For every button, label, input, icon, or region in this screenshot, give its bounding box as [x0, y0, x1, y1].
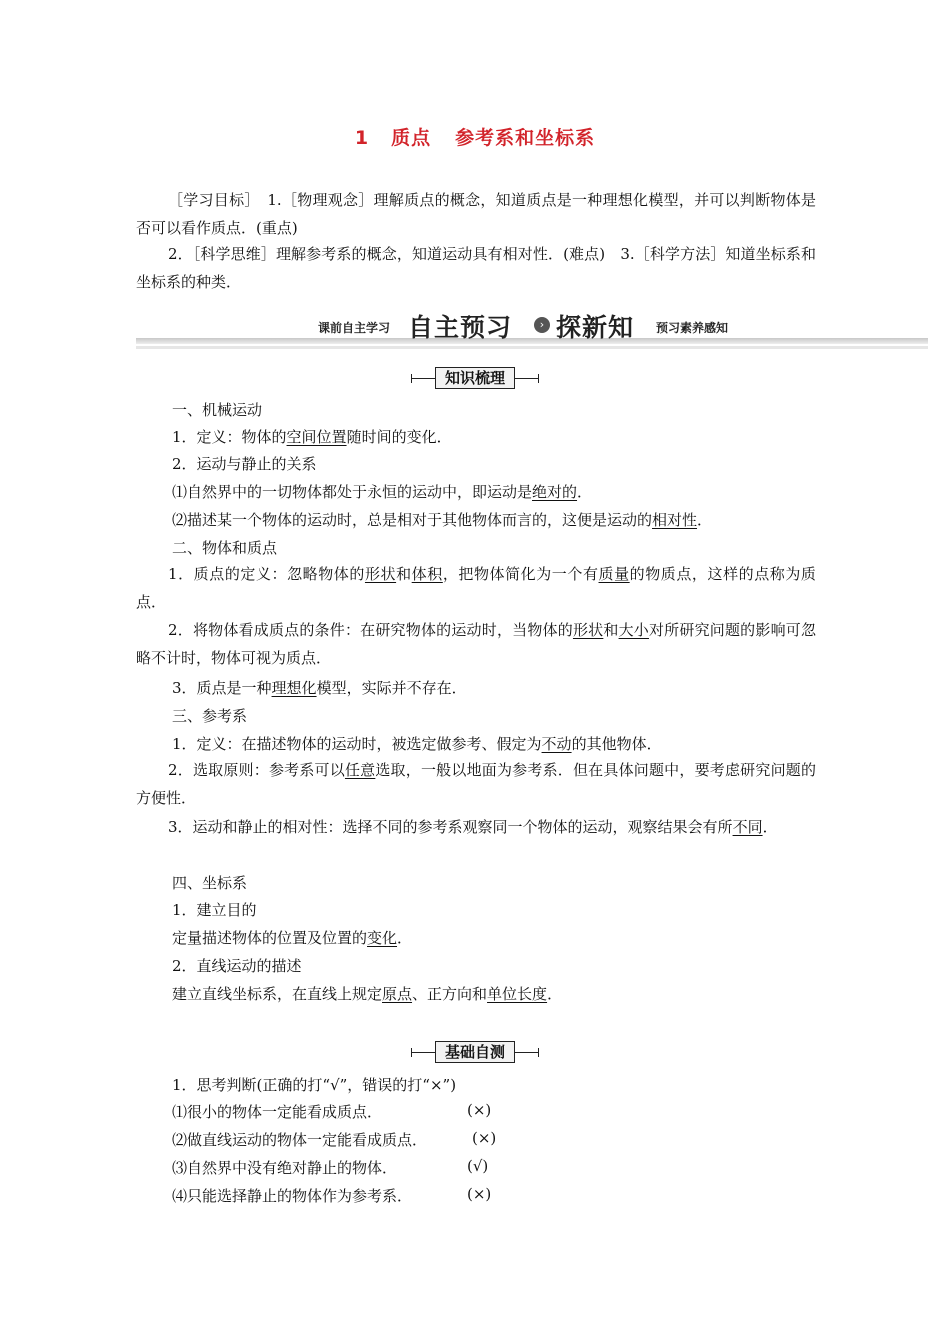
paragraph-particle-definition: 1．质点的定义：忽略物体的形状和体积，把物体简化为一个有质量的物质点，这样的点称为质点． — [136, 565, 816, 611]
paragraph-relativity: 3．运动和静止的相对性：选择不同的参考系观察同一个物体的运动，观察结果会有所不同． — [168, 818, 778, 836]
banner-right-text: 预习素养感知 — [656, 321, 729, 335]
list-item: ⑵做直线运动的物体一定能看成质点． — [172, 1131, 428, 1149]
text-line: 2．直线运动的描述 — [172, 957, 302, 975]
section-banner — [136, 308, 928, 348]
title-part2: 参考系和坐标系 — [455, 127, 596, 149]
title-part1: 质点 — [391, 127, 432, 149]
list-item: ⑴很小的物体一定能看成质点． — [172, 1103, 383, 1121]
answer-mark: (√) — [467, 1157, 489, 1175]
paragraph-selection-principle: 2．选取原则：参考系可以任意选取，一般以地面为参考系．但在具体问题中，要考虑研究问题的方便性． — [136, 761, 816, 807]
objectives-paragraph-1: ［学习目标］ 1.［物理观念］理解质点的概念，知道质点是一种理想化模型，并可以判断物体是否可以看作质点．(重点) — [136, 191, 816, 237]
heading-coordinate-system: 四、坐标系 — [172, 874, 248, 892]
text-line: 1．建立目的 — [172, 901, 257, 919]
answer-mark: (×) — [472, 1129, 497, 1147]
answer-mark: (×) — [467, 1185, 492, 1203]
answer-mark: (×) — [467, 1101, 492, 1119]
list-item: ⑶自然界中没有绝对静止的物体． — [172, 1159, 398, 1177]
page-title — [0, 123, 950, 150]
text-line: 定量描述物体的位置及位置的变化． — [172, 929, 413, 947]
arrow-icon: › — [534, 317, 550, 333]
banner-heading-2: 探新知 — [556, 313, 635, 342]
text-line: ⑴自然界中的一切物体都处于永恒的运动中，即运动是绝对的． — [172, 483, 593, 501]
text-line: 1．定义：在描述物体的运动时，被选定做参考、假定为不动的其他物体． — [172, 735, 662, 753]
question-prompt: 1．思考判断(正确的打“√”，错误的打“×”) — [172, 1076, 457, 1094]
text-line: 2．运动与静止的关系 — [172, 455, 317, 473]
banner-heading-1: 自主预习 — [408, 313, 513, 342]
banner-left-text: 课前自主学习 — [318, 321, 391, 335]
title-number: 1 — [354, 127, 370, 149]
text-line: 3．质点是一种理想化模型，实际并不存在． — [172, 679, 467, 697]
heading-reference-frame: 三、参考系 — [172, 707, 248, 725]
heading-mechanical-motion: 一、机械运动 — [172, 401, 263, 419]
list-item: ⑷只能选择静止的物体作为参考系． — [172, 1187, 413, 1205]
text-line: 1．定义：物体的空间位置随时间的变化． — [172, 428, 452, 446]
section-label-knowledge: 知识梳理 — [411, 367, 539, 389]
text-line: ⑵描述某一个物体的运动时，总是相对于其他物体而言的，这便是运动的相对性． — [172, 511, 713, 529]
text-line: 建立直线坐标系，在直线上规定原点、正方向和单位长度． — [172, 985, 563, 1003]
section-label-self-test: 基础自测 — [411, 1041, 539, 1063]
paragraph-particle-condition: 2．将物体看成质点的条件：在研究物体的运动时，当物体的形状和大小对所研究问题的影响可忽略不计时，物体可视为质点． — [136, 621, 816, 667]
heading-object-and-particle: 二、物体和质点 — [172, 539, 278, 557]
objectives-paragraph-2: 2．［科学思维］理解参考系的概念，知道运动具有相对性．(难点) 3.［科学方法］知道坐标系和坐标系的种类． — [136, 245, 816, 291]
